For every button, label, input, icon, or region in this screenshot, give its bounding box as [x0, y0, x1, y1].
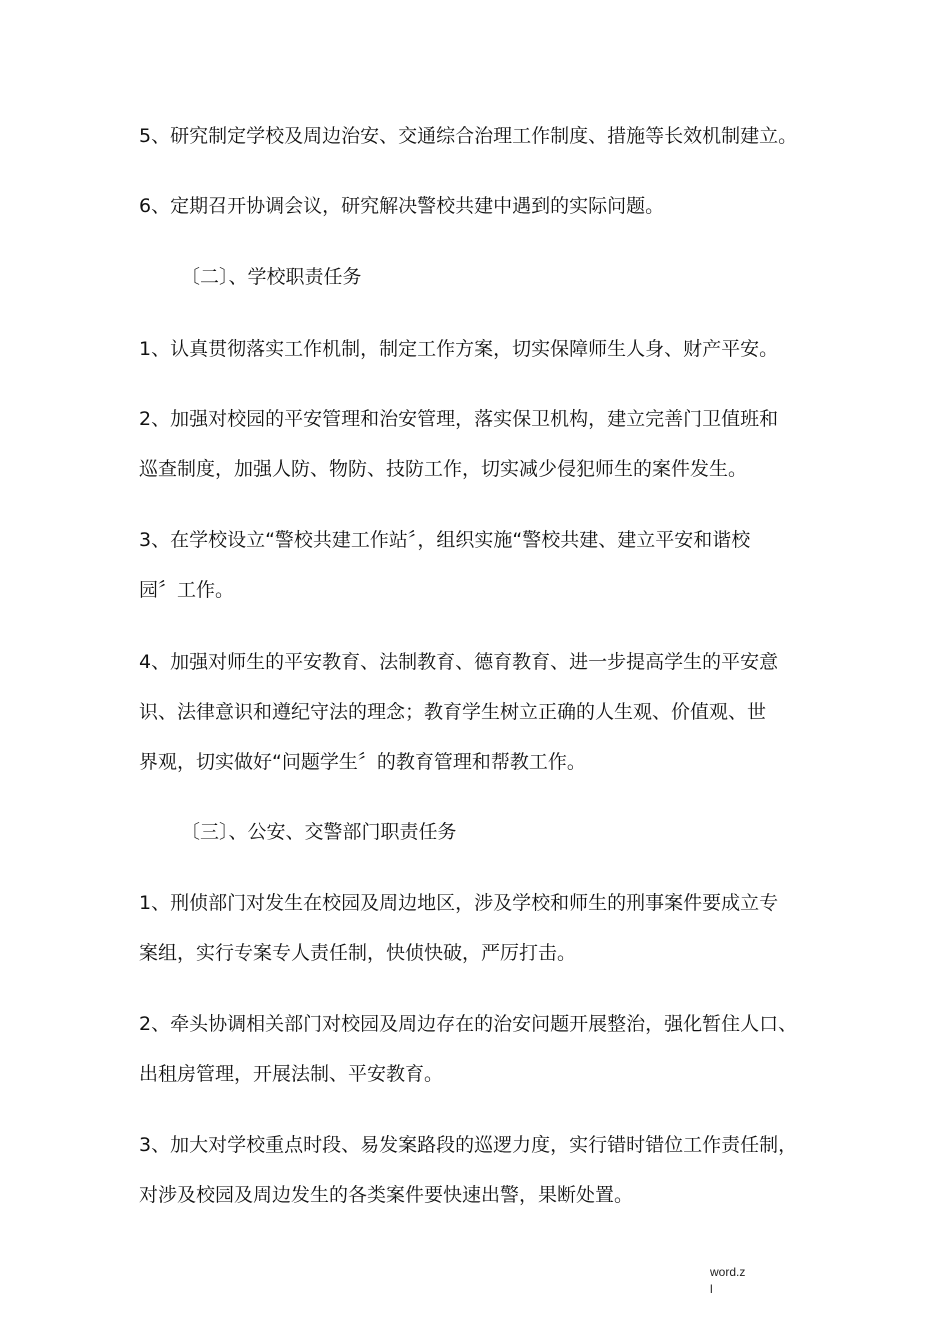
- text-line: 1、刑侦部门对发生在校园及周边地区，涉及学校和师生的刑事案件要成立专: [139, 892, 779, 914]
- text-line: 5、研究制定学校及周边治安、交通综合治理工作制度、措施等长效机制建立。: [139, 125, 798, 147]
- page-footer: [710, 1264, 745, 1298]
- text-line: 识、法律意识和遵纪守法的理念；教育学生树立正确的人生观、价值观、世: [139, 701, 767, 723]
- text-line: 园〞工作。: [139, 579, 235, 601]
- text-line: 1、认真贯彻落实工作机制，制定工作方案，切实保障师生人身、财产平安。: [139, 338, 779, 360]
- paragraph-school-3: [139, 515, 839, 615]
- section-heading-school: [181, 252, 362, 302]
- text-line: 6、定期召开协调会议，研究解决警校共建中遇到的实际问题。: [139, 195, 665, 217]
- paragraph-school-1: [139, 324, 839, 374]
- text-line: 巡查制度，加强人防、物防、技防工作，切实减少侵犯师生的案件发生。: [139, 458, 748, 480]
- text-line: 界观，切实做好“问题学生〞的教育管理和帮教工作。: [139, 751, 586, 773]
- text-line: 2、加强对校园的平安管理和治安管理，落实保卫机构，建立完善门卫值班和: [139, 408, 779, 430]
- text-line: 3、在学校设立“警校共建工作站〞，组织实施“警校共建、建立平安和谐校: [139, 529, 751, 551]
- text-line: 2、牵头协调相关部门对校园及周边存在的治安问题开展整治，强化暂住人口、: [139, 1013, 798, 1035]
- section-heading-police: [181, 807, 457, 857]
- paragraph-police-1: [139, 878, 839, 978]
- paragraph-police-3: [139, 1120, 839, 1220]
- heading-text: 〔二〕、学校职责任务: [181, 266, 362, 288]
- text-line: 案组，实行专案专人责任制，快侦快破，严厉打击。: [139, 942, 577, 964]
- paragraph-item-6: [139, 181, 839, 231]
- paragraph-school-2: [139, 394, 839, 494]
- text-line: 4、加强对师生的平安教育、法制教育、德育教育、进一步提高学生的平安意: [139, 651, 779, 673]
- footer-line: l: [710, 1282, 713, 1296]
- paragraph-item-5: [139, 111, 839, 161]
- text-line: 出租房管理，开展法制、平安教育。: [139, 1063, 444, 1085]
- paragraph-police-2: [139, 999, 839, 1099]
- paragraph-school-4: [139, 637, 839, 787]
- text-line: 3、加大对学校重点时段、易发案路段的巡逻力度，实行错时错位工作责任制，: [139, 1134, 798, 1156]
- heading-text: 〔三〕、公安、交警部门职责任务: [181, 821, 457, 843]
- footer-line: word.z: [710, 1265, 746, 1279]
- text-line: 对涉及校园及周边发生的各类案件要快速出警，果断处置。: [139, 1184, 634, 1206]
